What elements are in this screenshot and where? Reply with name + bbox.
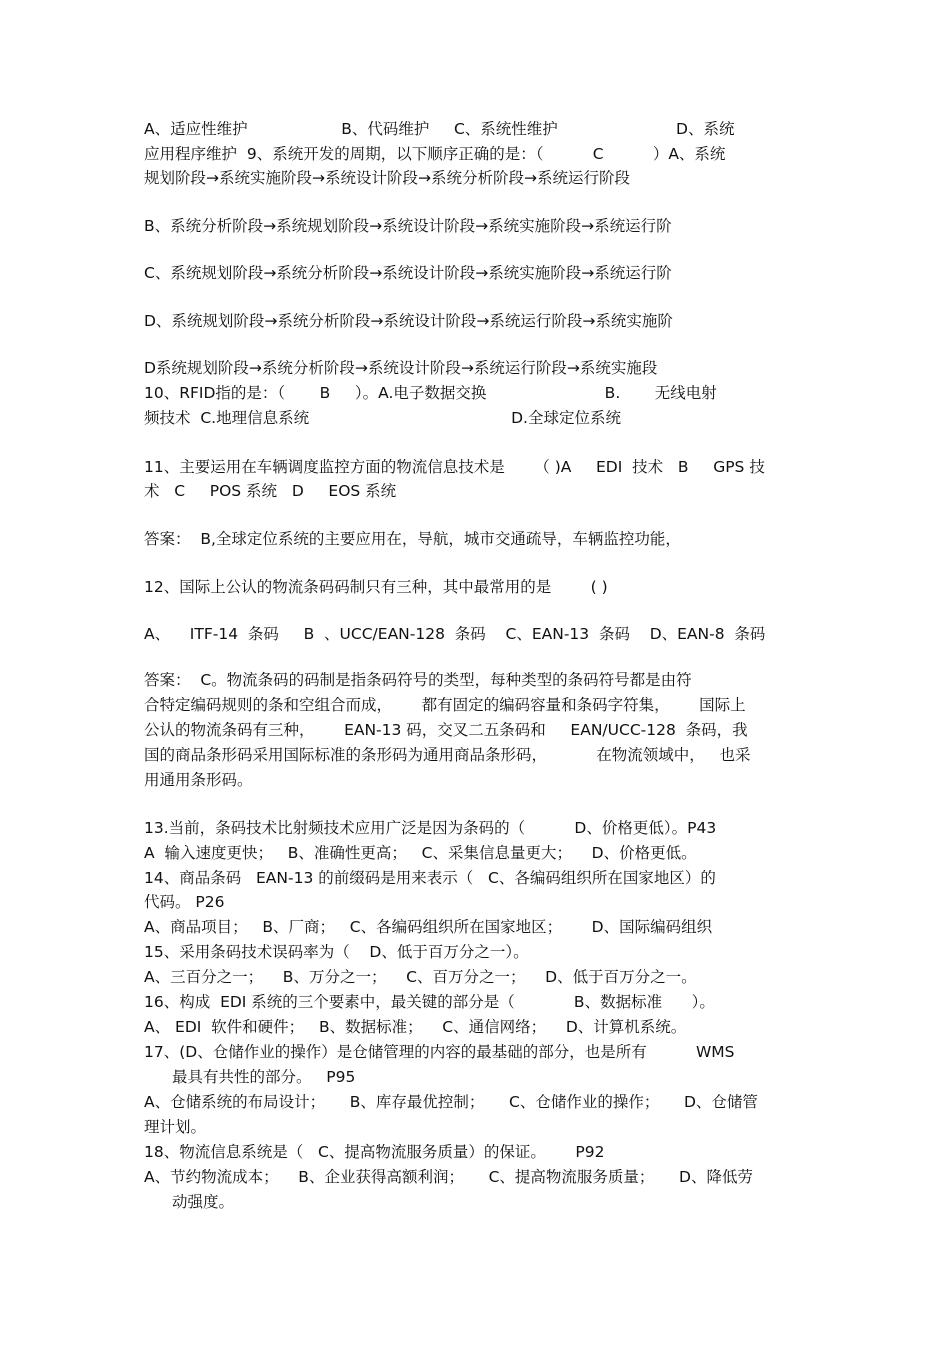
text-line: 用通用条形码。 [144, 771, 253, 789]
text-line: 12、国际上公认的物流条码码制只有三种，其中最常用的是 ( ) [144, 578, 608, 596]
text-line: 国的商品条形码采用国际标准的条形码为通用商品条形码， 在物流领域中， 也采 [144, 746, 751, 764]
text-line: A、商品项目； B、厂商； C、各编码组织所在国家地区； D、国际编码组织 [144, 918, 713, 936]
text-line: A、 EDI 软件和硬件； B、数据标准； C、通信网络； D、计算机系统。 [144, 1018, 687, 1036]
text-line: 15、采用条码技术误码率为（ D、低于百万分之一）。 [144, 943, 529, 961]
text-line: 10、RFID指的是：（ B ）。A.电子数据交换 B. 无线电射 [144, 384, 717, 402]
text-line: 代码。 P26 [144, 893, 225, 911]
text-line: D系统规划阶段→系统分析阶段→系统设计阶段→系统运行阶段→系统实施段 [144, 359, 658, 377]
text-line: 公认的物流条码有三种， EAN-13 码，交叉二五条码和 EAN/UCC-128 条码，我 [144, 721, 748, 739]
text-line: 17、(D、仓储作业的操作）是仓储管理的内容的最基础的部分，也是所有 WMS [144, 1043, 735, 1061]
text-line: 理计划。 [144, 1118, 207, 1136]
text-line: B、系统分析阶段→系统规划阶段→系统设计阶段→系统实施阶段→系统运行阶 [144, 217, 672, 235]
text-line: A、三百分之一； B、万分之一； C、百万分之一； D、低于百万分之一。 [144, 968, 697, 986]
text-line: 频技术 C.地理信息系统 D.全球定位系统 [144, 409, 621, 427]
text-line: 16、构成 EDI 系统的三个要素中，最关键的部分是（ B、数据标准 ）。 [144, 993, 715, 1011]
text-line: A、 ITF-14 条码 B 、UCC/EAN-128 条码 C、EAN-13 条码 D、EAN-8 条码 [144, 625, 766, 643]
text-line: A、适应性维护 B、代码维护 C、系统性维护 D、系统 [144, 120, 735, 138]
text-line: A、节约物流成本； B、企业获得高额利润； C、提高物流服务质量； D、降低劳 [144, 1168, 753, 1186]
text-line: A、仓储系统的布局设计； B、库存最优控制； C、仓储作业的操作； D、仓储管 [144, 1093, 758, 1111]
text-line: 最具有共性的部分。 P95 [172, 1068, 356, 1086]
text-line: 合特定编码规则的条和空组合而成， 都有固定的编码容量和条码字符集， 国际上 [144, 696, 746, 714]
text-line: C、系统规划阶段→系统分析阶段→系统设计阶段→系统实施阶段→系统运行阶 [144, 264, 672, 282]
text-line: 动强度。 [172, 1193, 235, 1211]
text-line: 规划阶段→系统实施阶段→系统设计阶段→系统分析阶段→系统运行阶段 [144, 169, 630, 187]
text-line: 13.当前，条码技术比射频技术应用广泛是因为条码的（ D、价格更低）。P43 [144, 819, 717, 837]
text-line: 11、主要运用在车辆调度监控方面的物流信息技术是 （ )A EDI 技术 B GPS 技 [144, 458, 765, 476]
text-line: 18、物流信息系统是（ C、提高物流服务质量）的保证。 P92 [144, 1143, 605, 1161]
text-line: 14、商品条码 EAN-13 的前缀码是用来表示（ C、各编码组织所在国家地区）的 [144, 869, 716, 887]
text-line: 答案： B,全球定位系统的主要应用在，导航，城市交通疏导，车辆监控功能， [144, 530, 681, 548]
text-line: A 输入速度更快； B、准确性更高； C、采集信息量更大； D、价格更低。 [144, 844, 697, 862]
text-line: D、系统规划阶段→系统分析阶段→系统设计阶段→系统运行阶段→系统实施阶 [144, 312, 673, 330]
text-line: 术 C POS 系统 D EOS 系统 [144, 482, 397, 500]
text-line: 答案： C。物流条码的码制是指条码符号的类型，每种类型的条码符号都是由符 [144, 671, 692, 689]
text-line: 应用程序维护 9、系统开发的周期，以下顺序正确的是：（ C ）A、系统 [144, 145, 726, 163]
